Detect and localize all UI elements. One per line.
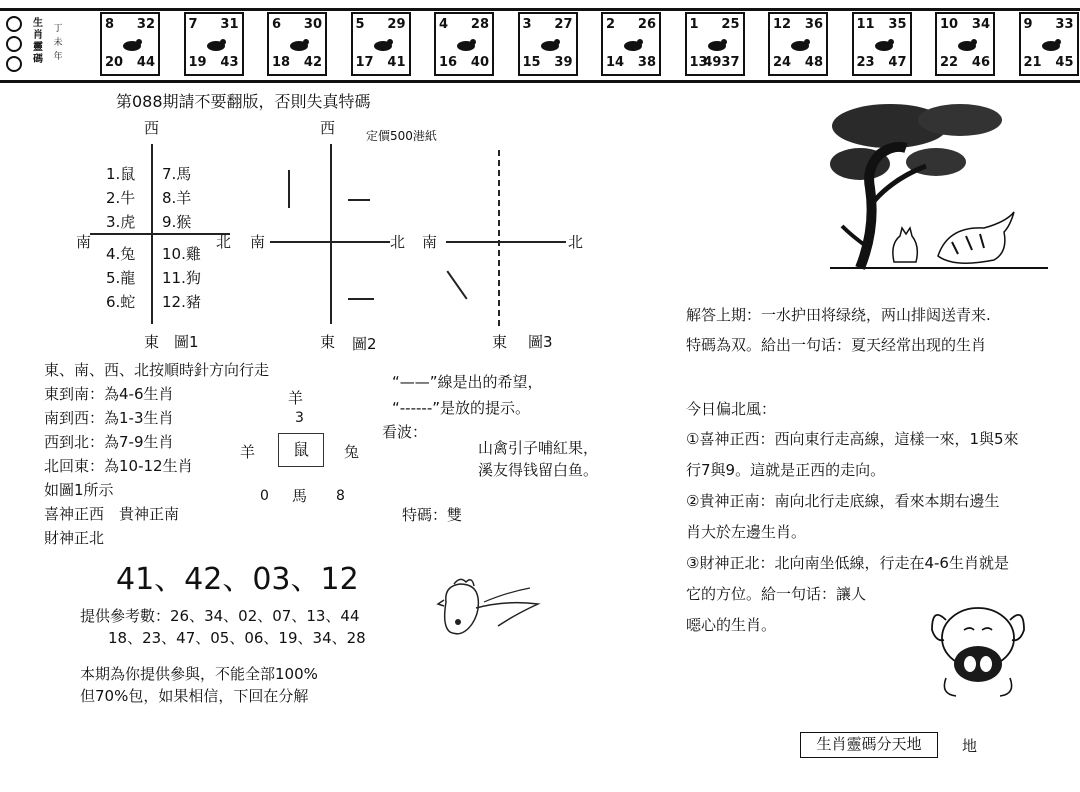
box-number: 16 [439, 55, 458, 70]
special-code: 特碼：雙 [402, 506, 463, 524]
hint-line [446, 271, 467, 300]
box-number: 15 [522, 55, 541, 70]
box-number: 45 [1055, 55, 1074, 70]
legend-solid: “——”線是出的希望， [392, 373, 543, 391]
header-top-rule [0, 8, 1080, 11]
box-number: 6 [272, 17, 282, 32]
main-numbers: 41、42、03、12 [116, 562, 359, 597]
north-label: 北 [390, 233, 406, 251]
tiger-icon [288, 38, 310, 52]
previous-answer: 解答上期：一水护田将绿绕，两山排闼送青来. [686, 306, 991, 324]
box-number: 11 [856, 17, 875, 32]
vertical-axis [330, 144, 332, 324]
box-number: 19 [188, 55, 207, 70]
number-box [935, 12, 995, 76]
hint-line [348, 298, 374, 300]
price-label: 定價500港紙 [366, 129, 437, 143]
box-number: 46 [971, 55, 990, 70]
number-box [100, 12, 160, 76]
hint-line [348, 199, 370, 201]
reference-numbers: 提供參考數：26、34、02、07、13、44 [80, 607, 360, 625]
right-panel-line: ①喜神正西：西向東行走高線，這樣一來，1與5來 [686, 430, 1019, 448]
rule-line: 北回東：為10-12生肖 [44, 457, 193, 475]
diagram-3 [410, 112, 600, 362]
box-number: 39 [554, 55, 573, 70]
right-panel-line: 它的方位。給一句话：讓人 [686, 585, 867, 603]
figure-2-label: 圖2 [352, 335, 377, 353]
box-number: 36 [804, 17, 823, 32]
box-number: 4 [439, 17, 449, 32]
zodiac-entry: 12.豬 [162, 293, 201, 311]
goat-icon [706, 38, 728, 52]
poem-line-1: 山禽引子哺紅果， [478, 439, 599, 457]
zodiac-entry: 10.雞 [162, 245, 201, 263]
poem-line-2: 溪友得钱留白鱼。 [478, 461, 599, 479]
box-number: 24 [773, 55, 792, 70]
north-label: 北 [216, 233, 232, 251]
box-number: 26 [637, 17, 656, 32]
rooster-icon [436, 572, 546, 648]
horse-icon [622, 38, 644, 52]
figure-1-label: 圖1 [174, 333, 199, 351]
zodiac-entry: 2.牛 [106, 189, 136, 207]
dog-icon [956, 38, 978, 52]
brand-year: 丁未年 [53, 24, 63, 62]
box-number: 40 [470, 55, 489, 70]
box-number: 9 [1023, 17, 1033, 32]
box-number: 33 [1055, 17, 1074, 32]
number-box [1019, 12, 1079, 76]
box-number: 12 [773, 17, 792, 32]
south-label: 南 [422, 233, 438, 251]
diagram-1 [70, 112, 250, 362]
number-box [351, 12, 411, 76]
box-number: 10 [940, 17, 959, 32]
brand-title: 生肖靈碼 [33, 18, 43, 65]
stamp-suffix: 地 [962, 737, 978, 755]
box-number: 47 [888, 55, 907, 70]
right-panel-line: ②貴神正南：南向北行走底線，看來本期右邊生 [686, 492, 1000, 510]
zodiac-entry: 1.鼠 [106, 165, 136, 183]
box-number: 18 [272, 55, 291, 70]
pig-icon [1040, 38, 1062, 52]
box-number: 4937 [703, 55, 740, 70]
north-label: 北 [568, 233, 584, 251]
rule-line: 南到西：為1-3生肖 [44, 409, 174, 427]
pig-icon [926, 600, 1030, 700]
grid-left-label: 羊 [240, 443, 256, 461]
previous-answer-2: 特碼為双。給出一句话：夏天经常出现的生肖 [686, 336, 987, 354]
rule-line: 如圖1所示 [44, 481, 114, 499]
number-box [685, 12, 745, 76]
rooster-icon [873, 38, 895, 52]
south-label: 南 [76, 233, 92, 251]
zodiac-entry: 7.馬 [162, 165, 192, 183]
box-number: 38 [637, 55, 656, 70]
header-bottom-rule [0, 80, 1080, 83]
box-number: 20 [105, 55, 124, 70]
box-number: 27 [554, 17, 573, 32]
box-number: 5 [355, 17, 365, 32]
box-number: 35 [888, 17, 907, 32]
box-number: 28 [470, 17, 489, 32]
reference-numbers-2: 18、23、47、05、06、19、34、28 [108, 629, 366, 647]
horizontal-axis [446, 241, 566, 243]
box-number: 7 [188, 17, 198, 32]
grid-right-label: 兔 [344, 443, 360, 461]
box-number: 3 [522, 17, 532, 32]
watch-wave-label: 看波： [382, 423, 428, 441]
east-label: 東 [144, 333, 160, 351]
monkey-icon [789, 38, 811, 52]
box-number: 17 [355, 55, 374, 70]
box-number: 41 [387, 55, 406, 70]
grid-center-box: 鼠 [278, 433, 324, 467]
box-number: 1 [689, 17, 699, 32]
grid-bottom-right: 8 [336, 488, 345, 504]
dragon-icon [455, 38, 477, 52]
ring-icon [6, 16, 22, 32]
brand-stamp: 生肖靈碼分天地 [800, 732, 938, 758]
west-label: 西 [144, 119, 160, 137]
tiger-icon [938, 212, 1014, 263]
zodiac-entry: 9.猴 [162, 213, 192, 231]
south-label: 南 [250, 233, 266, 251]
ring-icon [6, 56, 22, 72]
box-number: 2 [606, 17, 616, 32]
east-label: 東 [492, 333, 508, 351]
number-box [184, 12, 244, 76]
rules-title: 東、南、西、北按順時針方向行走 [44, 361, 270, 379]
zodiac-entry: 6.蛇 [106, 293, 136, 311]
cat-icon [893, 228, 917, 262]
zodiac-entry: 4.兔 [106, 245, 136, 263]
snake-icon [539, 38, 561, 52]
legend-dashed: “------”是放的提示。 [392, 399, 531, 417]
box-number: 13 [689, 55, 708, 70]
grid-bottom-label: 馬 [292, 487, 308, 505]
box-number: 8 [105, 17, 115, 32]
box-number: 29 [387, 17, 406, 32]
west-label: 西 [320, 119, 336, 137]
horizontal-axis [270, 241, 390, 243]
box-number: 25 [721, 17, 740, 32]
hint-line [288, 170, 290, 208]
ox-icon [205, 38, 227, 52]
box-number: 21 [1023, 55, 1042, 70]
right-panel-line: 噁心的生肖。 [686, 616, 777, 634]
issue-line: 第088期請不要翻版，否則失真特碼 [116, 92, 371, 111]
box-number: 30 [303, 17, 322, 32]
box-number: 31 [220, 17, 239, 32]
rule-line: 西到北：為7-9生肖 [44, 433, 174, 451]
box-number: 43 [220, 55, 239, 70]
rule-line: 東到南：為4-6生肖 [44, 385, 174, 403]
number-box [518, 12, 578, 76]
number-box [852, 12, 912, 76]
box-number: 42 [303, 55, 322, 70]
number-box [768, 12, 828, 76]
right-panel [686, 300, 1066, 641]
wealth-line: 財神正北 [44, 529, 105, 547]
east-label: 東 [320, 333, 336, 351]
box-number: 32 [136, 17, 155, 32]
box-number: 23 [856, 55, 875, 70]
right-panel-line: ③財神正北：北向南坐低線，行走在4-6生肖就是 [686, 554, 1009, 572]
tree-illustration [820, 96, 1052, 274]
right-panel-line: 肖大於左邊生肖。 [686, 523, 807, 541]
zodiac-entry: 3.虎 [106, 213, 136, 231]
vertical-dashed-axis [498, 150, 500, 326]
grid-top-label: 羊 [288, 389, 304, 407]
zodiac-entry: 8.羊 [162, 189, 192, 207]
grid-top-number: 3 [295, 410, 304, 426]
ring-icon [6, 36, 22, 52]
right-panel-line: 行7與9。這就是正西的走向。 [686, 461, 886, 479]
box-number: 34 [971, 17, 990, 32]
zodiac-entry: 11.狗 [162, 269, 201, 287]
box-number: 44 [136, 55, 155, 70]
disclaimer-2: 但70%包，如果相信，下回在分解 [80, 687, 309, 705]
figure-3-label: 圖3 [528, 333, 553, 351]
rabbit-icon [372, 38, 394, 52]
number-box [434, 12, 494, 76]
brand-block [4, 12, 78, 76]
number-box [601, 12, 661, 76]
grid-bottom-left: 0 [260, 488, 269, 504]
box-number: 48 [804, 55, 823, 70]
god-line: 喜神正西 貴神正南 [44, 505, 180, 523]
header-strip [0, 0, 1080, 86]
box-number: 14 [606, 55, 625, 70]
disclaimer-1: 本期為你提供參與，不能全部100% [80, 665, 318, 683]
diagram-2 [240, 112, 420, 362]
zodiac-entry: 5.龍 [106, 269, 136, 287]
rat-icon [121, 38, 143, 52]
number-box [267, 12, 327, 76]
box-number: 22 [940, 55, 959, 70]
today-wind: 今日偏北風： [686, 400, 777, 418]
